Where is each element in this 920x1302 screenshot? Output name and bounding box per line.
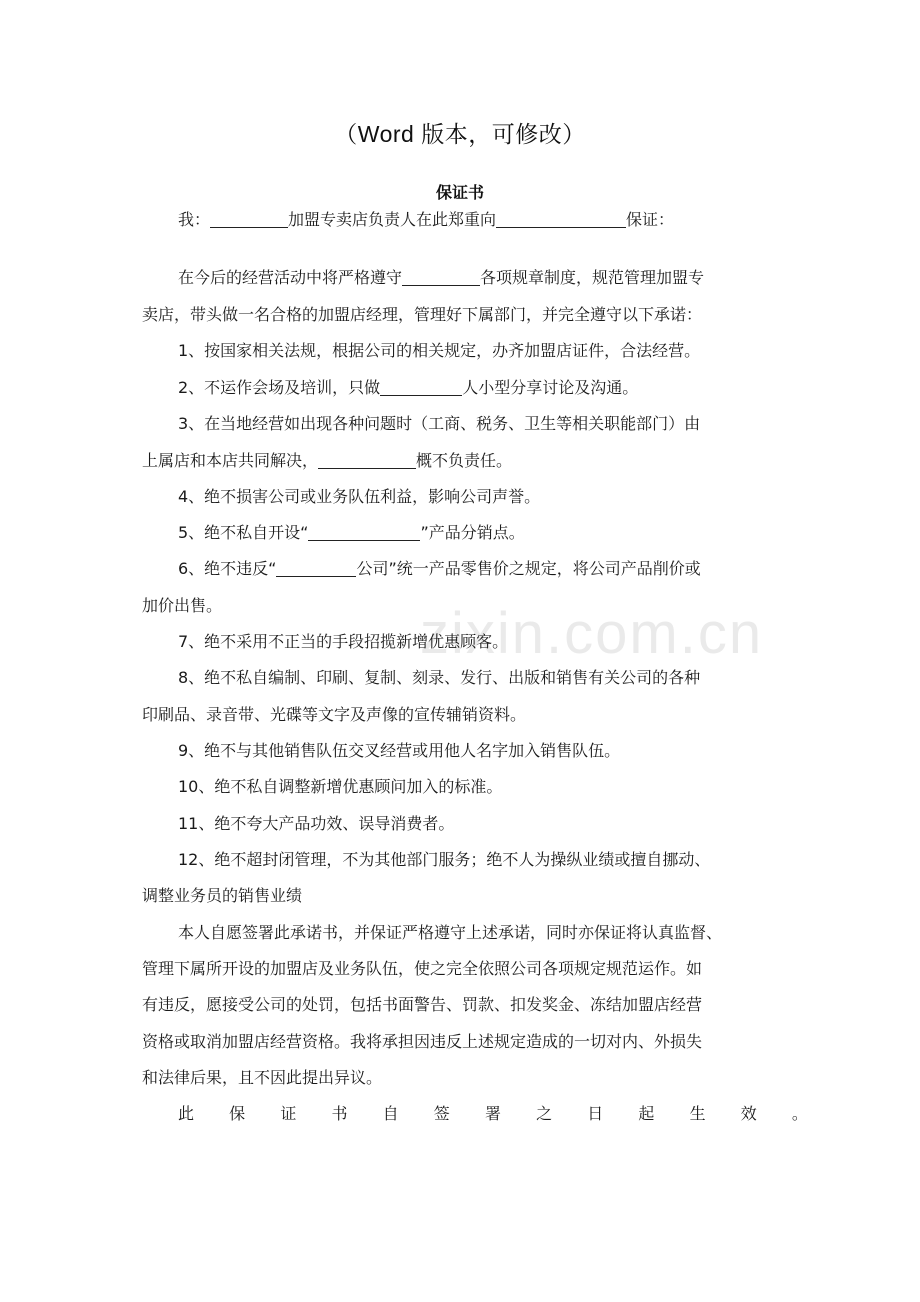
closing-line-5: 和法律后果，且不因此提出异议。 xyxy=(142,1068,383,1087)
item-3-line-2: 上属店和本店共同解决， 概不负责任。 xyxy=(142,451,513,470)
item-6-line-2: 加价出售。 xyxy=(142,596,223,615)
item-10: 10、绝不私自调整新增优惠顾问加入的标准。 xyxy=(178,777,503,796)
item-1: 1、按国家相关法规，根据公司的相关规定，办齐加盟店证件，合法经营。 xyxy=(178,341,701,360)
intro-line-2: 卖店，带头做一名合格的加盟店经理，管理好下属部门，并完全遵守以下承诺： xyxy=(142,305,703,324)
item-8-line-2: 印刷品、录音带、光碟等文字及声像的宣传辅销资料。 xyxy=(142,705,527,724)
effective-statement: 此 保 证 书 自 签 署 之 日 起 生 效 。 xyxy=(178,1104,808,1123)
item-6-line-1: 6、绝不违反“ 公司”统一产品零售价之规定，将公司产品削价或 xyxy=(178,559,701,578)
blank-line xyxy=(308,521,420,541)
document-title: 保证书 xyxy=(435,183,484,202)
item-5: 5、绝不私自开设“ ”产品分销点。 xyxy=(178,523,525,542)
closing-line-3: 有违反，愿接受公司的处罚，包括书面警告、罚款、扣发奖金、冻结加盟店经营 xyxy=(142,995,703,1014)
blank-line xyxy=(380,376,462,396)
item-7: 7、绝不采用不正当的手段招揽新增优惠顾客。 xyxy=(178,632,509,651)
item-4: 4、绝不损害公司或业务队伍利益，影响公司声誉。 xyxy=(178,487,541,506)
closing-line-4: 资格或取消加盟店经营资格。我将承担因违反上述规定造成的一切对内、外损失 xyxy=(142,1032,703,1051)
closing-line-2: 管理下属所开设的加盟店及业务队伍，使之完全依照公司各项规定规范运作。如 xyxy=(142,959,703,978)
opening-line: 我： 加盟专卖店负责人在此郑重向 保证： xyxy=(178,210,675,229)
item-8-line-1: 8、绝不私自编制、印刷、复制、刻录、发行、出版和销售有关公司的各种 xyxy=(178,668,701,687)
item-2: 2、不运作会场及培训，只做 人小型分享讨论及沟通。 xyxy=(178,378,639,397)
item-12-line-1: 12、绝不超封闭管理，不为其他部门服务；绝不人为操纵业绩或擅自挪动、 xyxy=(178,850,711,869)
blank-line xyxy=(276,557,356,577)
item-9: 9、绝不与其他销售队伍交叉经营或用他人名字加入销售队伍。 xyxy=(178,741,621,760)
blank-line xyxy=(496,208,626,228)
blank-line xyxy=(402,266,480,286)
item-3-line-1: 3、在当地经营如出现各种问题时（工商、税务、卫生等相关职能部门）由 xyxy=(178,414,701,433)
intro-line-1: 在今后的经营活动中将严格遵守 各项规章制度，规范管理加盟专 xyxy=(178,268,705,287)
blank-line xyxy=(318,449,416,469)
blank-line xyxy=(210,208,288,228)
closing-line-1: 本人自愿签署此承诺书，并保证严格遵守上述承诺，同时亦保证将认真监督、 xyxy=(178,923,723,942)
item-11: 11、绝不夸大产品功效、误导消费者。 xyxy=(178,814,455,833)
version-note: （Word 版本，可修改） xyxy=(334,121,586,147)
item-12-line-2: 调整业务员的销售业绩 xyxy=(142,886,303,905)
watermark: zixin.com.cn xyxy=(420,601,764,666)
